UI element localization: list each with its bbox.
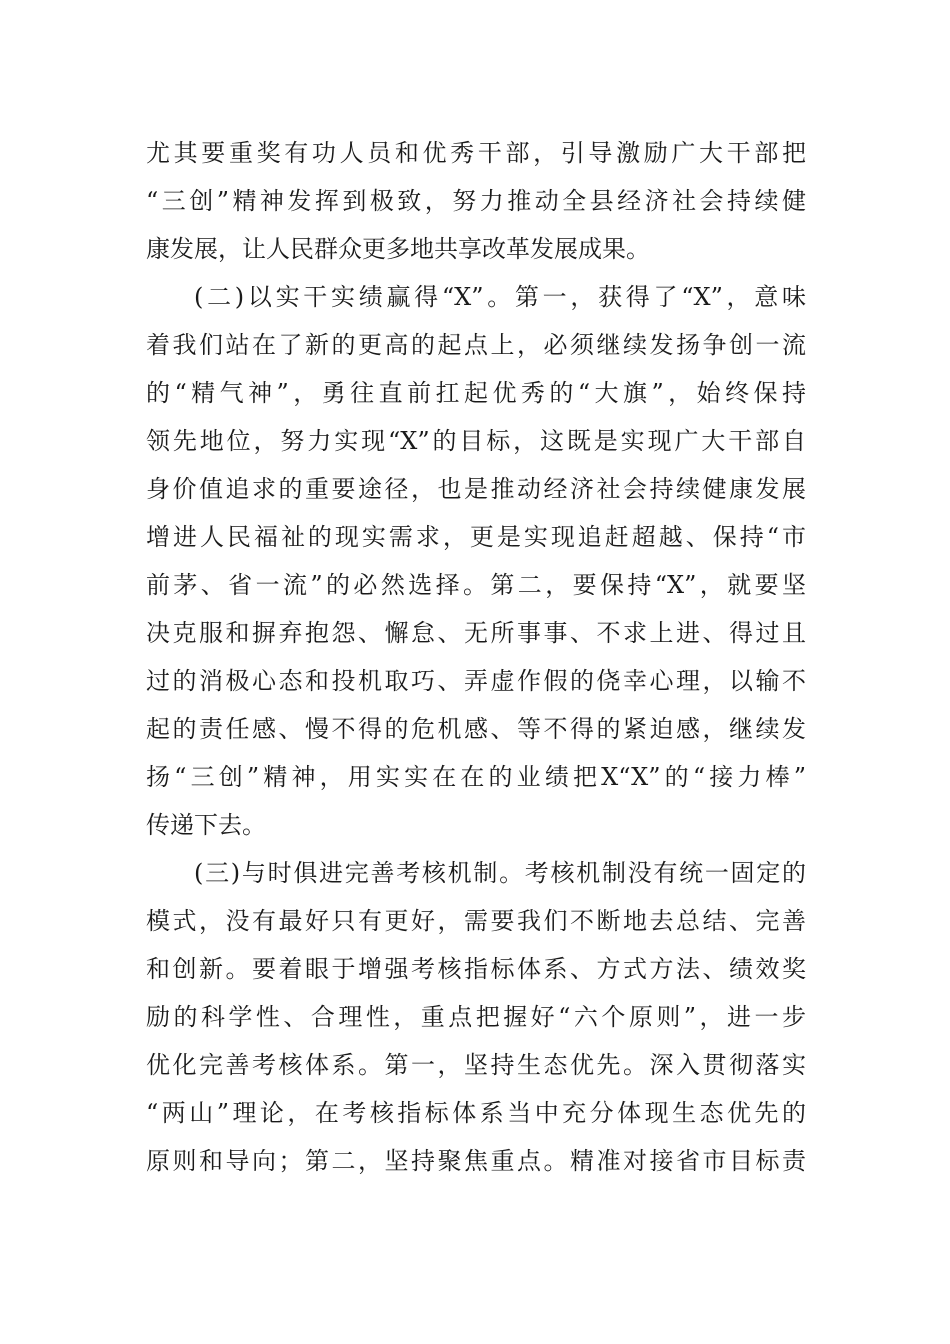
text-line: 原则和导向；第二，坚持聚焦重点。精准对接省市目标责: [146, 1147, 806, 1175]
text-line: 增进人民福祉的现实需求，更是实现追赶超越、保持“市: [146, 523, 806, 551]
text-line: 优化完善考核体系。第一，坚持生态优先。深入贯彻落实: [146, 1051, 806, 1079]
text-line: 起的责任感、慢不得的危机感、等不得的紧迫感，继续发: [146, 715, 806, 743]
section-heading-line: (三)与时俱进完善考核机制。考核机制没有统一固定的: [194, 859, 806, 887]
text-line: 传递下去。: [146, 811, 266, 839]
text-line: 着我们站在了新的更高的起点上，必须继续发扬争创一流: [146, 331, 806, 359]
text-line: 扬“三创”精神，用实实在在的业绩把X“X”的“接力棒”: [146, 763, 806, 791]
text-line: 的“精气神”，勇往直前扛起优秀的“大旗”，始终保持: [146, 379, 806, 407]
text-line: “两山”理论，在考核指标体系当中充分体现生态优先的: [146, 1099, 806, 1127]
text-line: 前茅、省一流”的必然选择。第二，要保持“X”，就要坚: [146, 571, 806, 599]
text-line: 身价值追求的重要途径，也是推动经济社会持续健康发展: [146, 475, 806, 503]
text-line: 决克服和摒弃抱怨、懈怠、无所事事、不求上进、得过且: [146, 619, 806, 647]
text-line: 尤其要重奖有功人员和优秀干部，引导激励广大干部把: [146, 139, 806, 167]
text-line: “三创”精神发挥到极致，努力推动全县经济社会持续健: [146, 187, 806, 215]
section-heading-line: (二)以实干实绩赢得“X”。第一，获得了“X”，意味: [194, 283, 806, 311]
text-line: 模式，没有最好只有更好，需要我们不断地去总结、完善: [146, 907, 806, 935]
text-line: 过的消极心态和投机取巧、弄虚作假的侥幸心理，以输不: [146, 667, 806, 695]
text-line: 领先地位，努力实现“X”的目标，这既是实现广大干部自: [146, 427, 806, 455]
text-line: 和创新。要着眼于增强考核指标体系、方式方法、绩效奖: [146, 955, 806, 983]
text-line: 康发展，让人民群众更多地共享改革发展成果。: [146, 235, 650, 263]
text-line: 励的科学性、合理性，重点把握好“六个原则”，进一步: [146, 1003, 806, 1031]
